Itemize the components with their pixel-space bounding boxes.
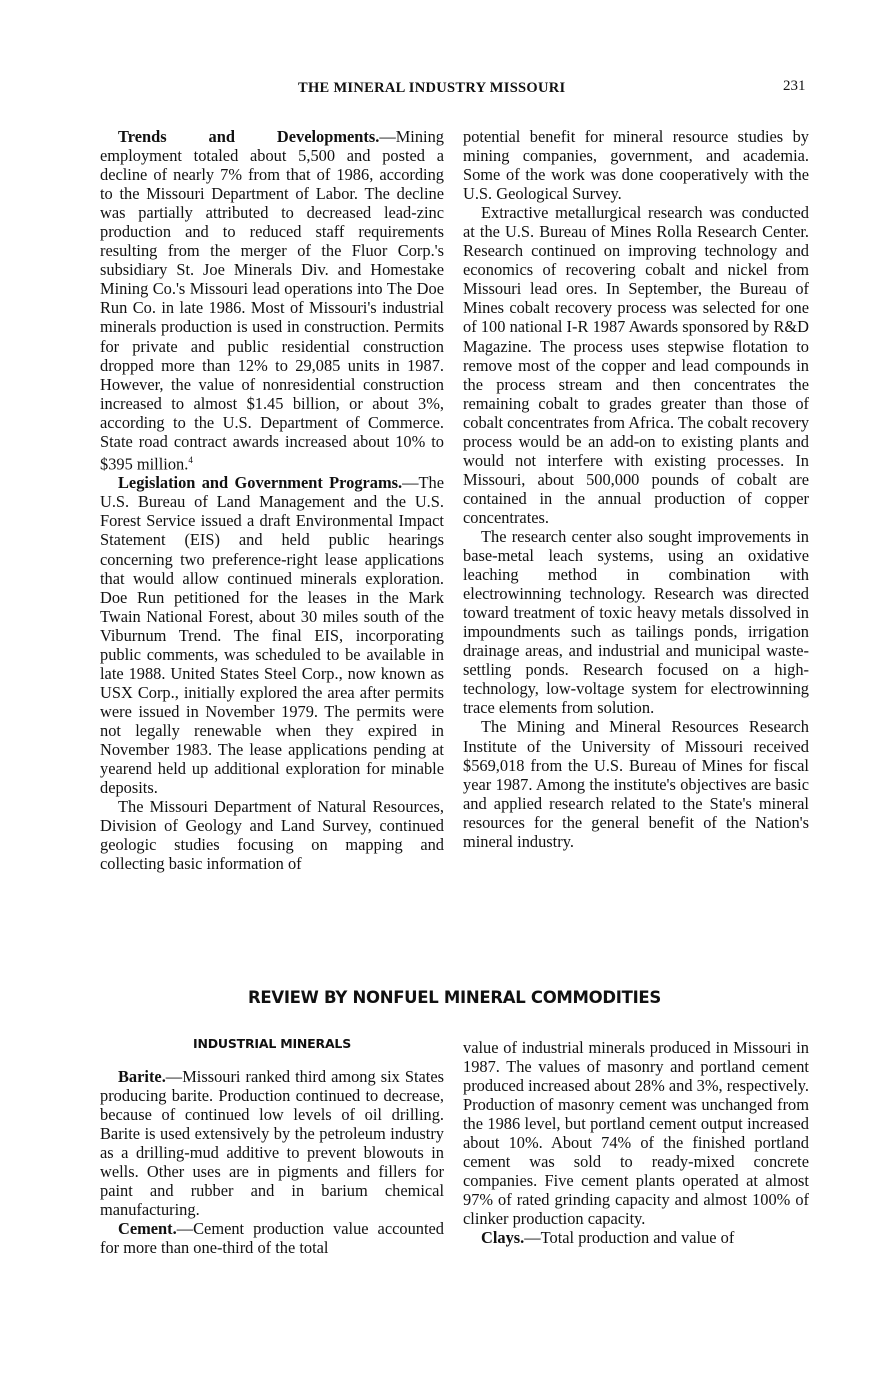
paragraph-trends [100, 127, 444, 473]
lead-clays: Clays. [481, 1228, 525, 1248]
paragraph-legislation [100, 473, 444, 797]
paragraph-clays [463, 1228, 809, 1247]
paragraph-continued: potential benefit for mineral resource studies by mining companies, government, and academia. Some of the work was done cooperatively with the U.S. Geological Survey. [463, 127, 809, 204]
footnote-marker: 4 [188, 454, 193, 465]
paragraph-barite [100, 1067, 444, 1219]
paragraph-cement [100, 1219, 444, 1257]
column-left-bottom [100, 1067, 444, 1257]
paragraph-research-center: The research center also sought improvements in base-metal leach systems, using an oxidative leaching method in combination with electrowinning technology. Research was directed toward treatment of toxic heavy metals dissolved in impoundments such as tailings ponds, irrigation drainage areas, and industrial and municipal waste-settling ponds. Research focused on a high-technology, low-voltage system for electrowinning trace elements from solution. [463, 526, 809, 718]
column-right-top [463, 127, 809, 851]
cement-text: —Cement production value accounted for more than one-third of the total [100, 1219, 444, 1258]
legislation-text: —The U.S. Bureau of Land Management and the U.S. Forest Service issued a draft Environmental Impact Statement (EIS) and held public hearings concerning two preference-right lease applications that would allow continued minerals exploration. Doe Run petitioned for the leases in the Mark Twain National Forest, about 30 miles south of the Viburnum Trend. The final EIS, incorporating public comments, was scheduled to be available in late 1988. United States Steel Corp., now known as USX Corp., initially explored the area after permits were issued in November 1979. The permits were not legally renewable when they expired in November 1983. The lease applications pending at yearend held up additional exploration for minable deposits. [100, 473, 444, 798]
paragraph-dnr: The Missouri Department of Natural Resources, Division of Geology and Land Survey, continued geologic studies focusing on mapping and collecting basic information of [100, 797, 444, 874]
paragraph-cement-continued: value of industrial minerals produced in Missouri in 1987. The values of masonry and portland cement produced increased about 28% and 3%, respectively. Production of masonry cement was unchanged from the 1986 level, but portland cement output increased about 10%. About 74% of the finished portland cement was sold to ready-mixed concrete companies. Five cement plants operated at almost 97% of rated grinding capacity and almost 100% of clinker production capacity. [463, 1038, 809, 1229]
barite-text: —Missouri ranked third among six States producing barite. Production continued to decrease, because of continued low levels of oil drilling. Barite is used extensively by the petroleum industry as a drilling-mud additive to prevent blowouts in wells. Other uses are in pigments and fillers for paint and rubber and in barium chemical manufacturing. [100, 1067, 444, 1220]
section-heading: REVIEW BY NONFUEL MINERAL COMMODITIES [248, 988, 661, 1007]
column-right-bottom [463, 1038, 809, 1248]
running-title: THE MINERAL INDUSTRY MISSOURI [298, 80, 566, 96]
lead-cement: Cement. [118, 1219, 177, 1239]
column-left-top [100, 127, 444, 873]
lead-trends: Trends and Developments. [118, 127, 380, 146]
page-number: 231 [783, 78, 806, 94]
subsection-heading: INDUSTRIAL MINERALS [193, 1036, 351, 1051]
lead-barite: Barite. [118, 1067, 166, 1086]
trends-text: —Mining employment totaled about 5,500 and posted a decline of nearly 7% from that of 1986, according to the Missouri Department of Labor. The decline was partially attributed to decreased lead-zinc production and to reduced staff requirements resulting from the merger of the Fluor Corp.'s subsidiary St. Joe Minerals Div. and Homestake Mining Co.'s Missouri lead operations into The Doe Run Co. in late 1986. Most of Missouri's industrial minerals production is used in construction. Permits for private and public residential construction dropped more than 12% to 29,085 units in 1987. However, the value of nonresidential construction increased to almost $1.45 billion, or about 3%, according to the U.S. Department of Commerce. State road contract awards increased about 10% to $395 million. [100, 127, 444, 474]
lead-legislation: Legislation and Government Programs. [118, 473, 403, 493]
paragraph-extractive: Extractive metallurgical research was conducted at the U.S. Bureau of Mines Rolla Research Center. Research continued on improving technology and economics of recovering cobalt and nickel from Missouri lead ores. In September, the Bureau of Mines cobalt recovery process was selected for one of 100 national I-R 1987 Awards sponsored by R&D Magazine. The process uses stepwise flotation to remove most of the copper and lead compounds in the process stream and then concentrates the remaining cobalt to grades greater than those of cobalt concentrates from Africa. The cobalt recovery process would be an add-on to existing plants and would not interfere with existing processes. In Missouri, about 500,000 pounds of cobalt are contained in the annual production of copper concentrates. [463, 203, 810, 527]
paragraph-institute: The Mining and Mineral Resources Research Institute of the University of Missouri received $569,018 from the U.S. Bureau of Mines for fiscal year 1987. Among the institute's objectives are basic and applied research related to the State's mineral resources for the general benefit of the Nation's mineral industry. [463, 717, 809, 851]
clays-text: —Total production and value of [524, 1228, 735, 1248]
